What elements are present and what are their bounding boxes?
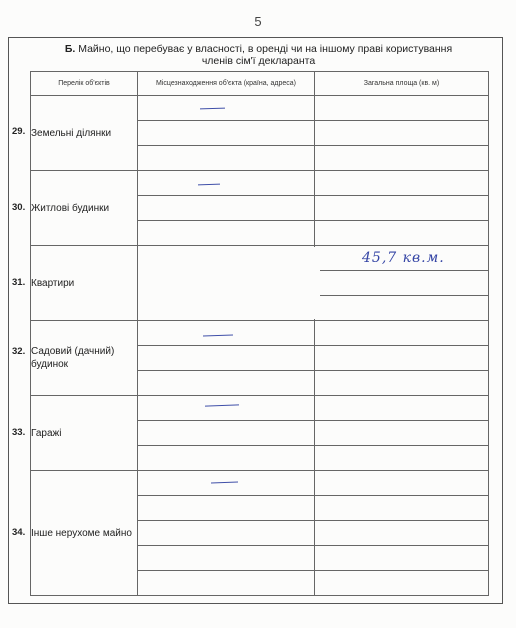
row-label-land: Земельні ділянки (31, 96, 138, 171)
location-cell[interactable] (138, 446, 315, 471)
location-cell[interactable] (138, 321, 315, 346)
location-cell[interactable] (138, 396, 315, 421)
area-cell[interactable] (315, 346, 489, 371)
row-number-32: 32. (12, 346, 26, 357)
table-row (31, 321, 489, 346)
page-number: 5 (254, 14, 262, 29)
table-row (31, 471, 489, 496)
column-header-area: Загальна площа (кв. м) (315, 72, 489, 96)
area-cell[interactable] (315, 396, 489, 421)
handwritten-area-value: 45,7 кв.м. (362, 250, 445, 266)
location-cell[interactable] (138, 121, 315, 146)
area-cell[interactable] (315, 471, 489, 496)
table-row (31, 171, 489, 196)
location-cell[interactable] (138, 96, 315, 121)
area-cell[interactable] (315, 521, 489, 546)
location-cell[interactable] (138, 346, 315, 371)
location-cell[interactable] (138, 546, 315, 571)
row-number-29: 29. (12, 126, 26, 137)
area-cell[interactable] (315, 121, 489, 146)
area-cell[interactable] (315, 321, 489, 346)
area-cell[interactable] (315, 271, 489, 296)
location-cell[interactable] (138, 421, 315, 446)
location-cell[interactable] (138, 221, 315, 246)
area-cell[interactable] (315, 371, 489, 396)
location-cell[interactable] (138, 196, 315, 221)
section-letter: Б. (64, 43, 76, 55)
table-row (31, 396, 489, 421)
section-title-line1: Майно, що перебуває у власності, в оренді чи на іншому праві користування (75, 43, 453, 55)
row-number-30: 30. (12, 202, 26, 213)
row-label-apartments: Квартири (31, 246, 138, 321)
property-table (30, 71, 489, 596)
area-cell[interactable] (315, 146, 489, 171)
table-row (31, 96, 489, 121)
row-number-34: 34. (12, 527, 26, 538)
row-number-31: 31. (12, 277, 26, 288)
column-header-location: Місцезнаходження об'єкта (країна, адреса) (138, 72, 315, 96)
location-cell[interactable] (138, 571, 315, 596)
area-cell[interactable] (315, 421, 489, 446)
location-cell[interactable] (138, 146, 315, 171)
area-cell[interactable] (315, 571, 489, 596)
table-header-row (31, 72, 489, 96)
area-cell[interactable] (315, 296, 489, 321)
area-cell[interactable] (315, 546, 489, 571)
area-cell[interactable] (315, 196, 489, 221)
row-label-cottage: Садовий (дачний) будинок (31, 321, 138, 396)
row-label-houses: Житлові будинки (31, 171, 138, 246)
location-cell[interactable] (138, 371, 315, 396)
column-header-object: Перелік об'єктів (31, 72, 138, 96)
redacted-area (138, 247, 320, 319)
area-cell[interactable] (315, 496, 489, 521)
row-number-33: 33. (12, 427, 26, 438)
area-cell[interactable] (315, 221, 489, 246)
location-cell[interactable] (138, 521, 315, 546)
area-cell[interactable] (315, 171, 489, 196)
row-label-other-real-estate: Інше нерухоме майно (31, 471, 138, 596)
section-title-line2: членів сім'ї декларанта (201, 55, 316, 67)
location-cell[interactable] (138, 496, 315, 521)
row-label-garages: Гаражі (31, 396, 138, 471)
section-title (30, 43, 487, 67)
area-cell[interactable] (315, 96, 489, 121)
location-cell[interactable] (138, 171, 315, 196)
area-cell[interactable] (315, 446, 489, 471)
